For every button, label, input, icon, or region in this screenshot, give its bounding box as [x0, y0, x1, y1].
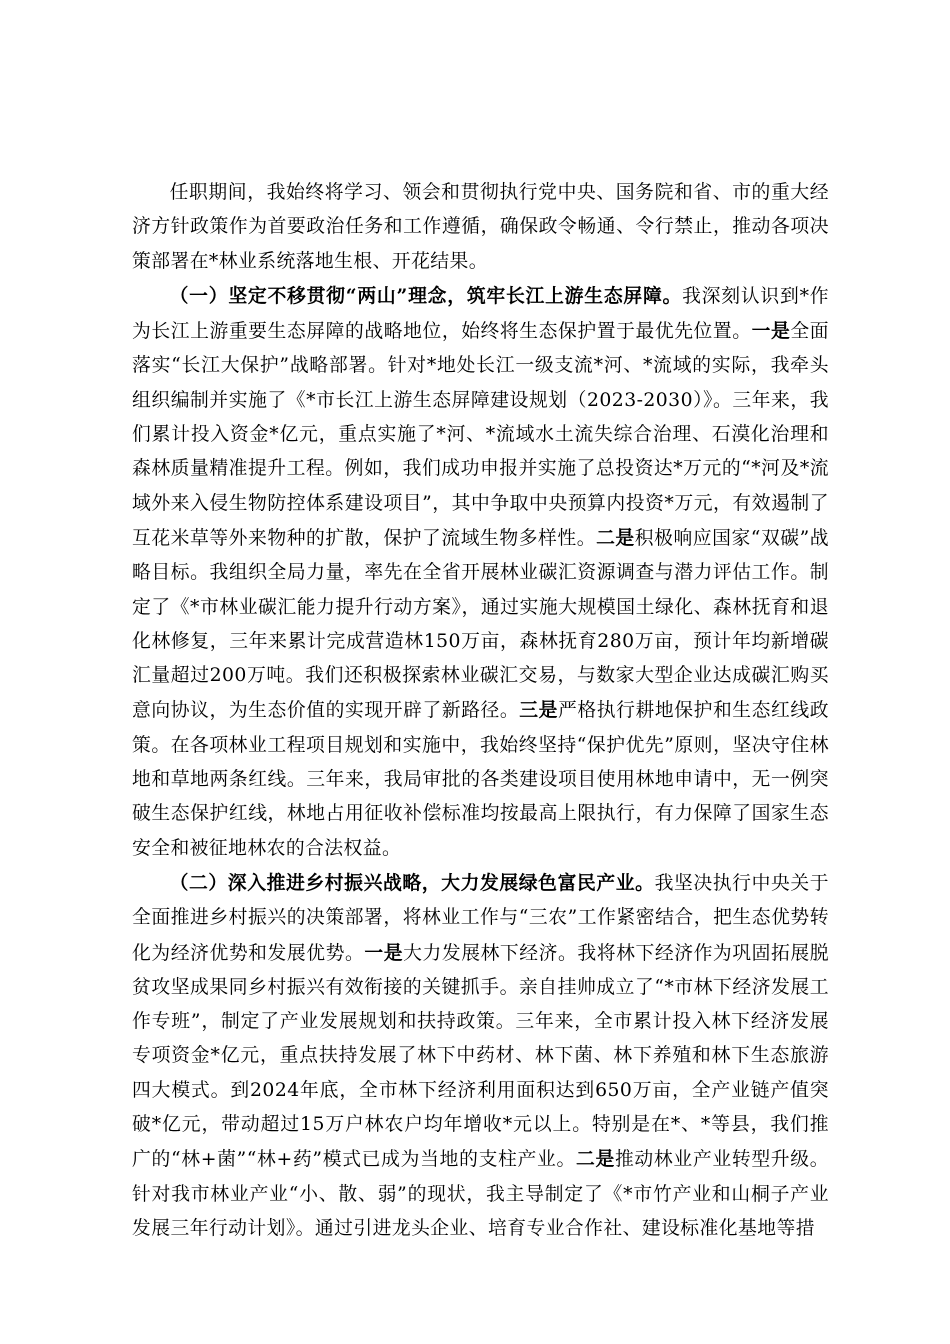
section-2-text-1: 我坚决执行中央关于全面推进乡村振兴的决策部署，将林业工作与“三农”工作紧密结合，把生态优势转化为经济优势和发展优势。: [132, 872, 829, 964]
section-1-text-4: 严格执行耕地保护和生态红线政策。在各项林业工程项目规划和实施中，我始终坚持“保护优先”原则，坚决守住林地和草地两条红线。三年来，我局审批的各类建设项目使用林地申请中，无一例突破生态保护红线，林地占用征收补偿标准均按最高上限执行，有力保障了国家生态安全和被征地林农的合法权益。: [132, 700, 829, 859]
section-1-marker-1: 一是: [751, 320, 791, 343]
section-1-marker-2: 二是: [596, 526, 635, 549]
section-1-paragraph: [132, 279, 829, 866]
section-1-heading: （一）坚定不移贯彻“两山”理念，筑牢长江上游生态屏障。: [169, 284, 683, 307]
section-2-text-2: 大力发展林下经济。我将林下经济作为巩固拓展脱贫攻坚成果同乡村振兴有效衔接的关键抓手。亲自挂帅成立了“*市林下经济发展工作专班”，制定了产业发展规划和扶持政策。三年来，全市累计投入林下经济发展专项资金*亿元，重点扶持发展了林下中药材、林下菌、林下养殖和林下生态旅游四大模式。到2024年底，全市林下经济利用面积达到650万亩，全产业链产值突破*亿元，带动超过15万户林农户均年增收*元以上。特别是在*、*等县，我们推广的“林+菌”“林+药”模式已成为当地的支柱产业。: [132, 942, 829, 1171]
section-1-text-1: 我深刻认识到*作为长江上游重要生态屏障的战略地位，始终将生态保护置于最优先位置。: [132, 285, 829, 343]
section-2-paragraph: [132, 866, 829, 1246]
section-1-text-2: 全面落实“长江大保护”战略部署。针对*地处长江一级支流*河、*流域的实际，我牵头组织编制并实施了《*市长江上游生态屏障建设规划（2023-2030）》。三年来，我们累计投入资金*亿元，重点实施了*河、*流域水土流失综合治理、石漠化治理和森林质量精准提升工程。例如，我们成功申报并实施了总投资达*万元的“*河及*流域外来入侵生物防控体系建设项目”，其中争取中央预算内投资*万元，有效遏制了互花米草等外来物种的扩散，保护了流域生物多样性。: [132, 321, 829, 549]
intro-paragraph: 任职期间，我始终将学习、领会和贯彻执行党中央、国务院和省、市的重大经济方针政策作为首要政治任务和工作遵循，确保政令畅通、令行禁止，推动各项决策部署在*林业系统落地生根、开花结果。: [132, 182, 829, 272]
section-1-text-3: 积极响应国家“双碳”战略目标。我组织全局力量，率先在全省开展林业碳汇资源调查与潜力评估工作。制定了《*市林业碳汇能力提升行动方案》，通过实施大规模国土绿化、森林抚育和退化林修复，三年来累计完成营造林150万亩，森林抚育280万亩，预计年均新增碳汇量超过200万吨。我们还积极探索林业碳汇交易，与数家大型企业达成碳汇购买意向协议，为生态价值的实现开辟了新路径。: [132, 527, 829, 722]
section-1-marker-3: 三是: [519, 699, 559, 722]
section-2-heading: （二）深入推进乡村振兴战略，大力发展绿色富民产业。: [169, 871, 655, 894]
section-2-marker-1: 一是: [364, 941, 404, 964]
section-2-text-3: 推动林业产业转型升级。针对我市林业产业“小、散、弱”的现状，我主导制定了《*市竹产业和山桐子产业发展三年行动计划》。通过引进龙头企业、培育专业合作社、建设标准化基地等措: [132, 1149, 829, 1239]
document-page: [132, 176, 829, 1246]
section-2-marker-2: 二是: [575, 1148, 615, 1171]
